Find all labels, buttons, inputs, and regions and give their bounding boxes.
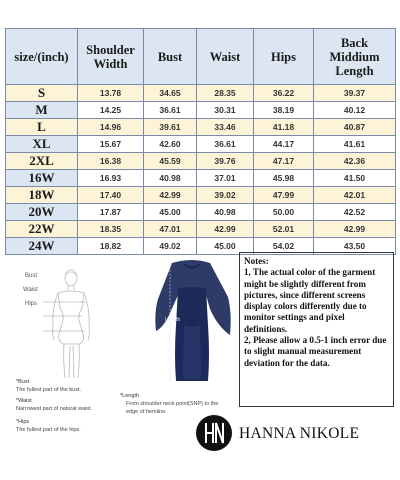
table-cell: 18.82 <box>78 238 144 255</box>
notes-title: Notes: <box>244 256 269 266</box>
table-cell: 41.50 <box>314 170 396 187</box>
table-cell: 17.87 <box>78 204 144 221</box>
bust-caption: *Bust The fullest part of the bust. <box>16 379 82 393</box>
length-label: Length <box>165 317 181 323</box>
size-label: 2XL <box>6 153 78 170</box>
header-bust: Bust <box>144 29 197 85</box>
table-cell: 14.25 <box>78 102 144 119</box>
table-cell: 54.02 <box>254 238 314 255</box>
size-label: S <box>6 85 78 102</box>
table-row <box>6 170 396 187</box>
header-shoulder-width: Shoulder Width <box>78 29 144 85</box>
brand-name: HANNA NIKOLE <box>239 425 360 442</box>
table-cell: 14.96 <box>78 119 144 136</box>
hips-caption: *Hips The fullest part of the hips. <box>16 419 81 433</box>
table-cell: 39.02 <box>197 187 254 204</box>
table-cell: 52.01 <box>254 221 314 238</box>
table-cell: 36.61 <box>144 102 197 119</box>
body-measurement-figure <box>8 268 118 380</box>
table-cell: 18.35 <box>78 221 144 238</box>
table-cell: 41.61 <box>314 136 396 153</box>
notes-box <box>239 252 394 407</box>
header-back-length: Back Middium Length <box>314 29 396 85</box>
table-cell: 15.67 <box>78 136 144 153</box>
table-cell: 42.99 <box>314 221 396 238</box>
table-cell: 39.76 <box>197 153 254 170</box>
header-hips: Hips <box>254 29 314 85</box>
table-cell: 45.98 <box>254 170 314 187</box>
table-cell: 45.00 <box>197 238 254 255</box>
table-cell: 16.93 <box>78 170 144 187</box>
table-cell: 41.18 <box>254 119 314 136</box>
table-cell: 47.01 <box>144 221 197 238</box>
table-cell: 42.52 <box>314 204 396 221</box>
size-chart-table <box>5 28 396 255</box>
table-row <box>6 85 396 102</box>
table-cell: 47.17 <box>254 153 314 170</box>
size-label: XL <box>6 136 78 153</box>
table-cell: 13.78 <box>78 85 144 102</box>
size-label: L <box>6 119 78 136</box>
table-cell: 42.60 <box>144 136 197 153</box>
size-label: 22W <box>6 221 78 238</box>
note-color-difference: 1, The actual color of the garment might be slightly different from pictures, since different screens display colors differently due to monitor settings and pixel definitions. <box>244 267 376 334</box>
size-label: 16W <box>6 170 78 187</box>
table-cell: 42.99 <box>144 187 197 204</box>
table-cell: 47.99 <box>254 187 314 204</box>
table-cell: 38.19 <box>254 102 314 119</box>
header-waist: Waist <box>197 29 254 85</box>
table-cell: 43.50 <box>314 238 396 255</box>
table-cell: 16.38 <box>78 153 144 170</box>
body-outline-illustration <box>8 268 118 380</box>
table-cell: 34.65 <box>144 85 197 102</box>
size-label: M <box>6 102 78 119</box>
table-cell: 42.36 <box>314 153 396 170</box>
dress-length-figure <box>148 255 236 387</box>
size-label: 18W <box>6 187 78 204</box>
table-cell: 45.00 <box>144 204 197 221</box>
table-cell: 40.12 <box>314 102 396 119</box>
table-row <box>6 102 396 119</box>
table-cell: 42.01 <box>314 187 396 204</box>
table-cell: 49.02 <box>144 238 197 255</box>
length-caption: *Length From shoulder neck point(SNP) to the edge of hemline. <box>120 393 219 415</box>
bust-label: Bust <box>25 273 38 279</box>
size-label: 20W <box>6 204 78 221</box>
table-cell: 39.61 <box>144 119 197 136</box>
table-cell: 40.98 <box>197 204 254 221</box>
table-cell: 39.37 <box>314 85 396 102</box>
table-cell: 36.22 <box>254 85 314 102</box>
table-cell: 33.46 <box>197 119 254 136</box>
table-row <box>6 119 396 136</box>
waist-label: Waist <box>23 287 38 293</box>
table-cell: 40.98 <box>144 170 197 187</box>
table-cell: 17.40 <box>78 187 144 204</box>
table-cell: 45.59 <box>144 153 197 170</box>
table-cell: 42.99 <box>197 221 254 238</box>
table-cell: 30.31 <box>197 102 254 119</box>
dress-photo <box>148 255 236 387</box>
note-measurement-error: 2, Please allow a 0.5-1 inch error due to slight manual measurement deviation for the data. <box>244 335 387 368</box>
table-row <box>6 204 396 221</box>
table-cell: 44.17 <box>254 136 314 153</box>
table-header-row <box>6 29 396 85</box>
header-size: size/(inch) <box>6 29 78 85</box>
waist-caption: *Waist Narrowest part of natural waist. <box>16 398 93 412</box>
table-row <box>6 153 396 170</box>
hn-monogram-logo-icon <box>195 414 233 452</box>
size-label: 24W <box>6 238 78 255</box>
table-cell: 50.00 <box>254 204 314 221</box>
hips-label: Hips <box>25 301 38 307</box>
table-cell: 37.01 <box>197 170 254 187</box>
table-cell: 40.87 <box>314 119 396 136</box>
table-cell: 36.61 <box>197 136 254 153</box>
table-cell: 28.35 <box>197 85 254 102</box>
brand-logo <box>195 414 400 452</box>
table-row <box>6 136 396 153</box>
table-row <box>6 221 396 238</box>
table-row <box>6 187 396 204</box>
